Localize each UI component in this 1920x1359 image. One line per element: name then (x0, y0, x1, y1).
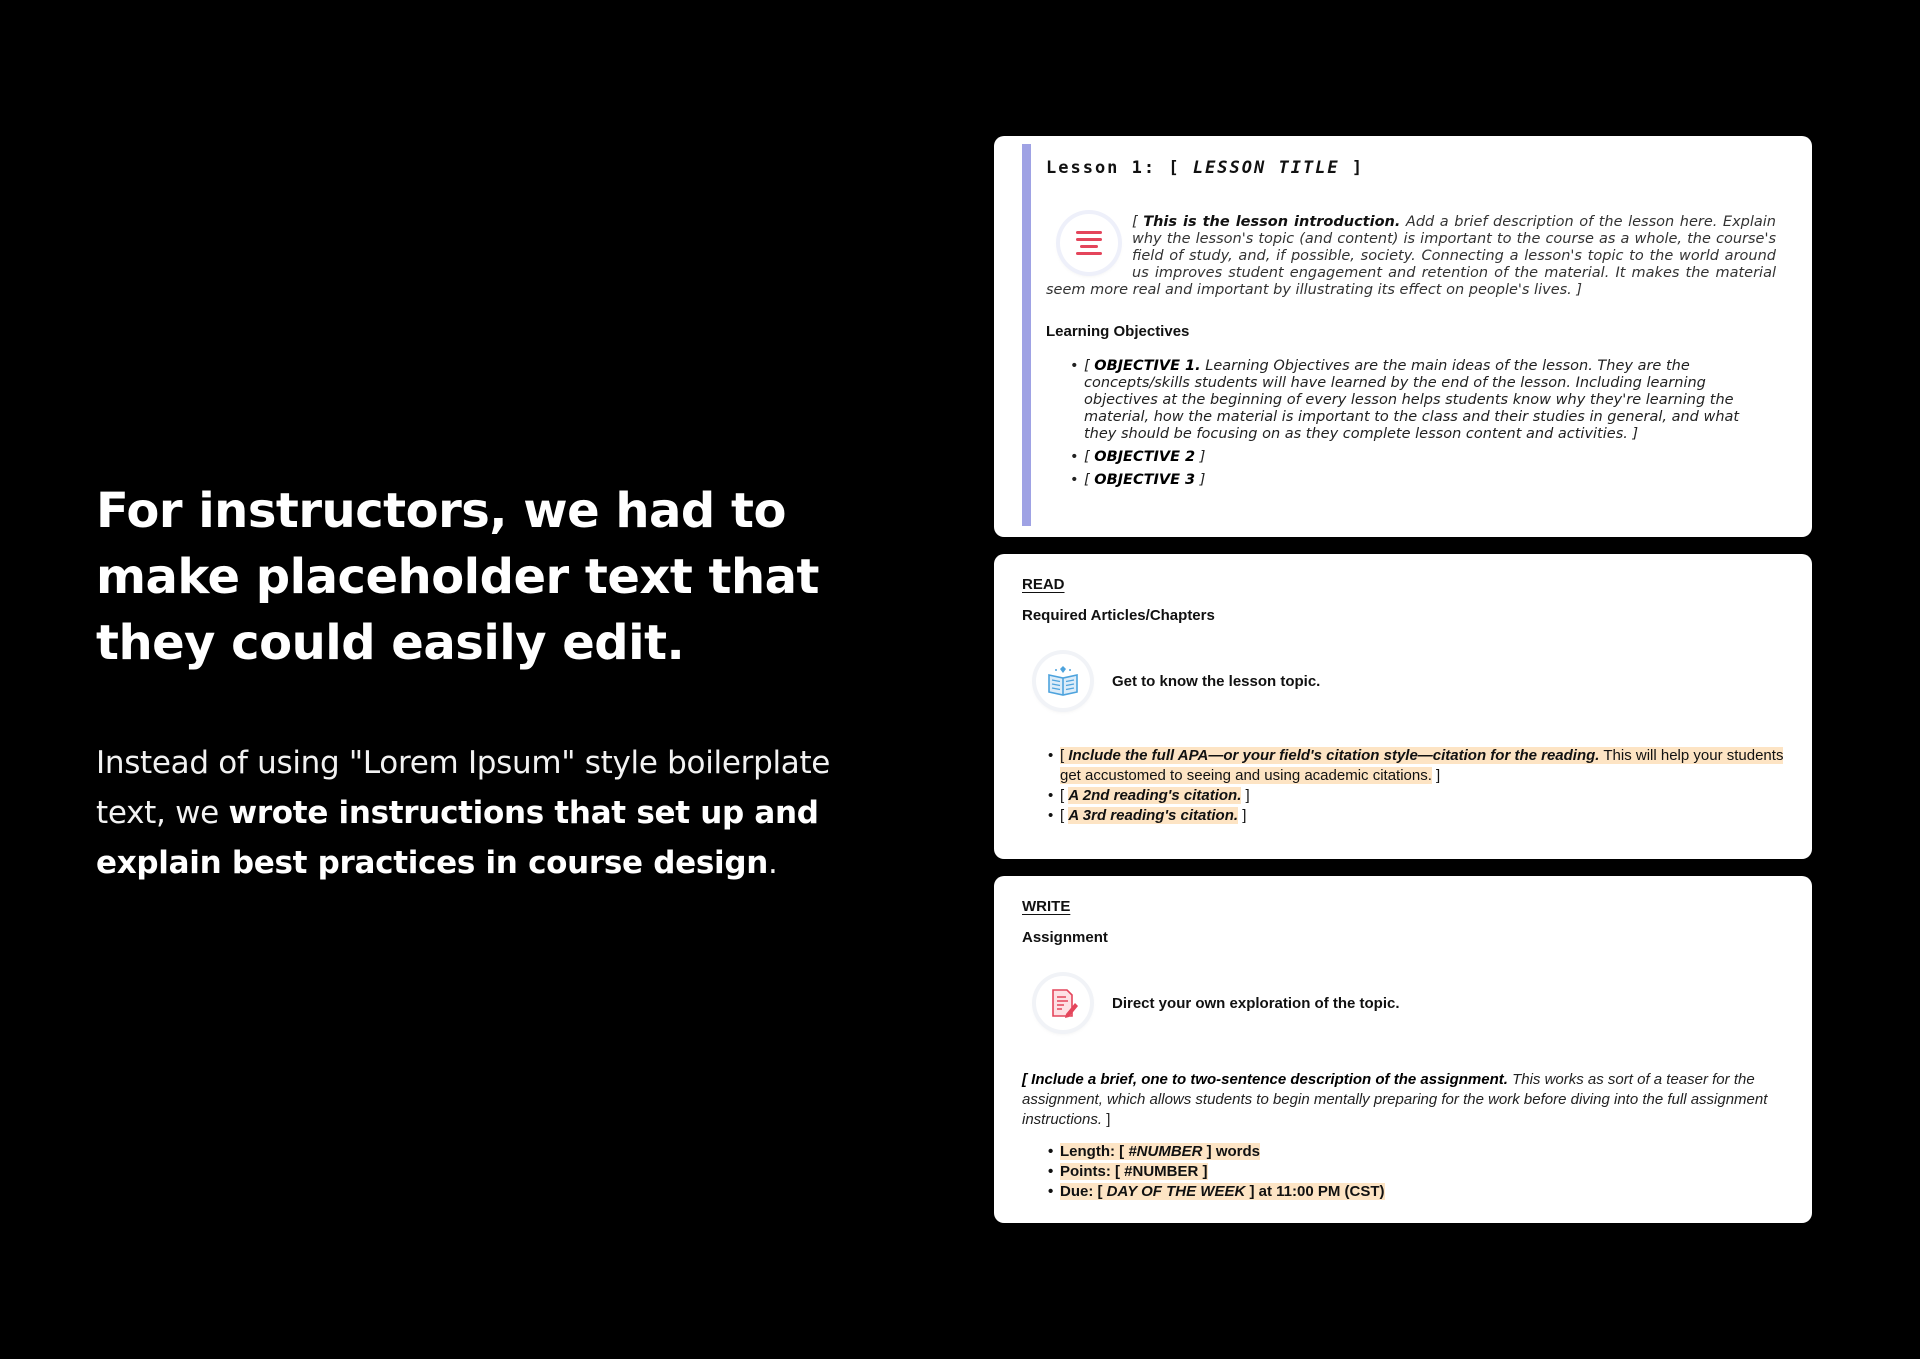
body-copy-plain-2: . (768, 845, 778, 881)
lesson-title-prefix: Lesson 1: [ (1046, 158, 1193, 178)
intro-bold: This is the lesson introduction. (1143, 214, 1401, 230)
read-subheading: Required Articles/Chapters (1022, 607, 1215, 624)
reading-3: A 3rd reading's citation. (1068, 807, 1239, 824)
body-copy-bold: wrote instructions that set up and explain best practices in course design (96, 795, 819, 881)
points-suffix: ] (1198, 1163, 1208, 1180)
intro-open: [ (1132, 214, 1144, 230)
list-item: • [ OBJECTIVE 2 ] (1070, 449, 1776, 466)
due-label: Due: [ (1060, 1183, 1107, 1200)
lesson-title-suffix: ] (1339, 158, 1365, 178)
due-suffix: ] at 11:00 PM (CST) (1245, 1183, 1385, 1200)
document-pencil-icon (1036, 976, 1090, 1030)
headline: For instructors, we had to make placeholder text that they could easily edit. (96, 483, 819, 671)
due-value: DAY OF THE WEEK (1106, 1183, 1246, 1200)
list-item (1048, 1162, 1792, 1182)
text-lines-icon (1060, 214, 1118, 272)
length-value: #NUMBER (1128, 1143, 1203, 1160)
objectives-heading: Learning Objectives (1046, 323, 1190, 340)
read-tag: READ (1022, 576, 1065, 593)
assignment-desc-bold: Include a brief, one to two-sentence description of the assignment. (1031, 1071, 1508, 1088)
points-value: #NUMBER (1124, 1163, 1199, 1180)
objectives-list (1070, 358, 1776, 489)
list-item: • [ Include the full APA—or your field's citation style—citation for the reading. This will help your students get accustomed to seeing and using academic citations. ] (1048, 746, 1792, 786)
lesson-intro (1046, 214, 1776, 299)
read-icon-label: Get to know the lesson topic. (1112, 672, 1321, 690)
lesson-card (994, 136, 1812, 537)
write-icon-row (1036, 976, 1792, 1030)
reading-1-bold: Include the full APA—or your field's citation style—citation for the reading. (1068, 747, 1600, 764)
assignment-description: [ Include a brief, one to two-sentence description of the assignment. This works as sort of a teaser for the assignment, which allows students to begin mentally preparing for the work before diving into the full assignment instructions. ] (1022, 1071, 1768, 1128)
assignment-details (1048, 1142, 1792, 1202)
read-icon-row (1036, 654, 1792, 708)
list-item (1048, 1182, 1792, 1202)
write-tag: WRITE (1022, 898, 1071, 915)
list-item: • [ A 3rd reading's citation. ] (1048, 806, 1792, 826)
reading-1-text: This will help your students get accustomed to seeing and using academic citations. (1060, 747, 1784, 784)
objective-1-text: Learning Objectives are the main ideas of the lesson. They are the concepts/skills students will have learned by the end of the lesson. Including learning objectives at the beginning of every lesson helps students know why they're learning the material, how the material is important to the class and their studies in general, and what they should be focusing on as they complete lesson content and activities. ] (1084, 358, 1740, 442)
list-item (1048, 1142, 1792, 1162)
objective-3: OBJECTIVE 3 (1094, 472, 1196, 488)
objective-2: OBJECTIVE 2 (1094, 449, 1196, 465)
length-label: Length: [ (1060, 1143, 1129, 1160)
intro-text: Add a brief description of the lesson here. Explain why the lesson's topic (and content) is important to the course as a whole, the course's field of study, and, if possible, society. Connecting a lesson's topic to the world around us improves student engagement and retention of the material. It makes the material seem more real and important by illustrating its effect on people's lives. ] (1046, 214, 1776, 298)
body-copy-plain-1: Instead of using "Lorem Ipsum" style boilerplate text, we (96, 745, 831, 831)
reading-list (1048, 746, 1792, 826)
write-subheading: Assignment (1022, 929, 1108, 946)
list-item: • [ OBJECTIVE 3 ] (1070, 472, 1776, 489)
write-icon-label: Direct your own exploration of the topic. (1112, 994, 1400, 1012)
list-item: • [ A 2nd reading's citation. ] (1048, 786, 1792, 806)
assignment-desc-text: This works as sort of a teaser for the assignment, which allows students to begin mentally preparing for the work before diving into the full assignment instructions. (1022, 1071, 1768, 1128)
accent-bar (1022, 144, 1031, 526)
open-book-icon (1036, 654, 1090, 708)
left-text-panel (96, 478, 896, 888)
list-item: • [ OBJECTIVE 1. Learning Objectives are the main ideas of the lesson. They are the concepts/skills students will have learned by the end of the lesson. Including learning objectives at the beginning of every lesson helps students know why they're learning the material, how the material is important to the class and their studies in general, and what they should be focusing on as they complete lesson content and activities. ] (1070, 358, 1776, 443)
write-card (994, 876, 1812, 1223)
points-label: Points: [ (1060, 1163, 1125, 1180)
lesson-title-placeholder: LESSON TITLE (1192, 158, 1340, 178)
objective-1-bold: OBJECTIVE 1. (1094, 358, 1201, 374)
reading-2: A 2nd reading's citation. (1068, 787, 1242, 804)
read-card (994, 554, 1812, 859)
lesson-title (1046, 158, 1776, 178)
body-copy (96, 738, 896, 888)
length-suffix: ] words (1202, 1143, 1261, 1160)
